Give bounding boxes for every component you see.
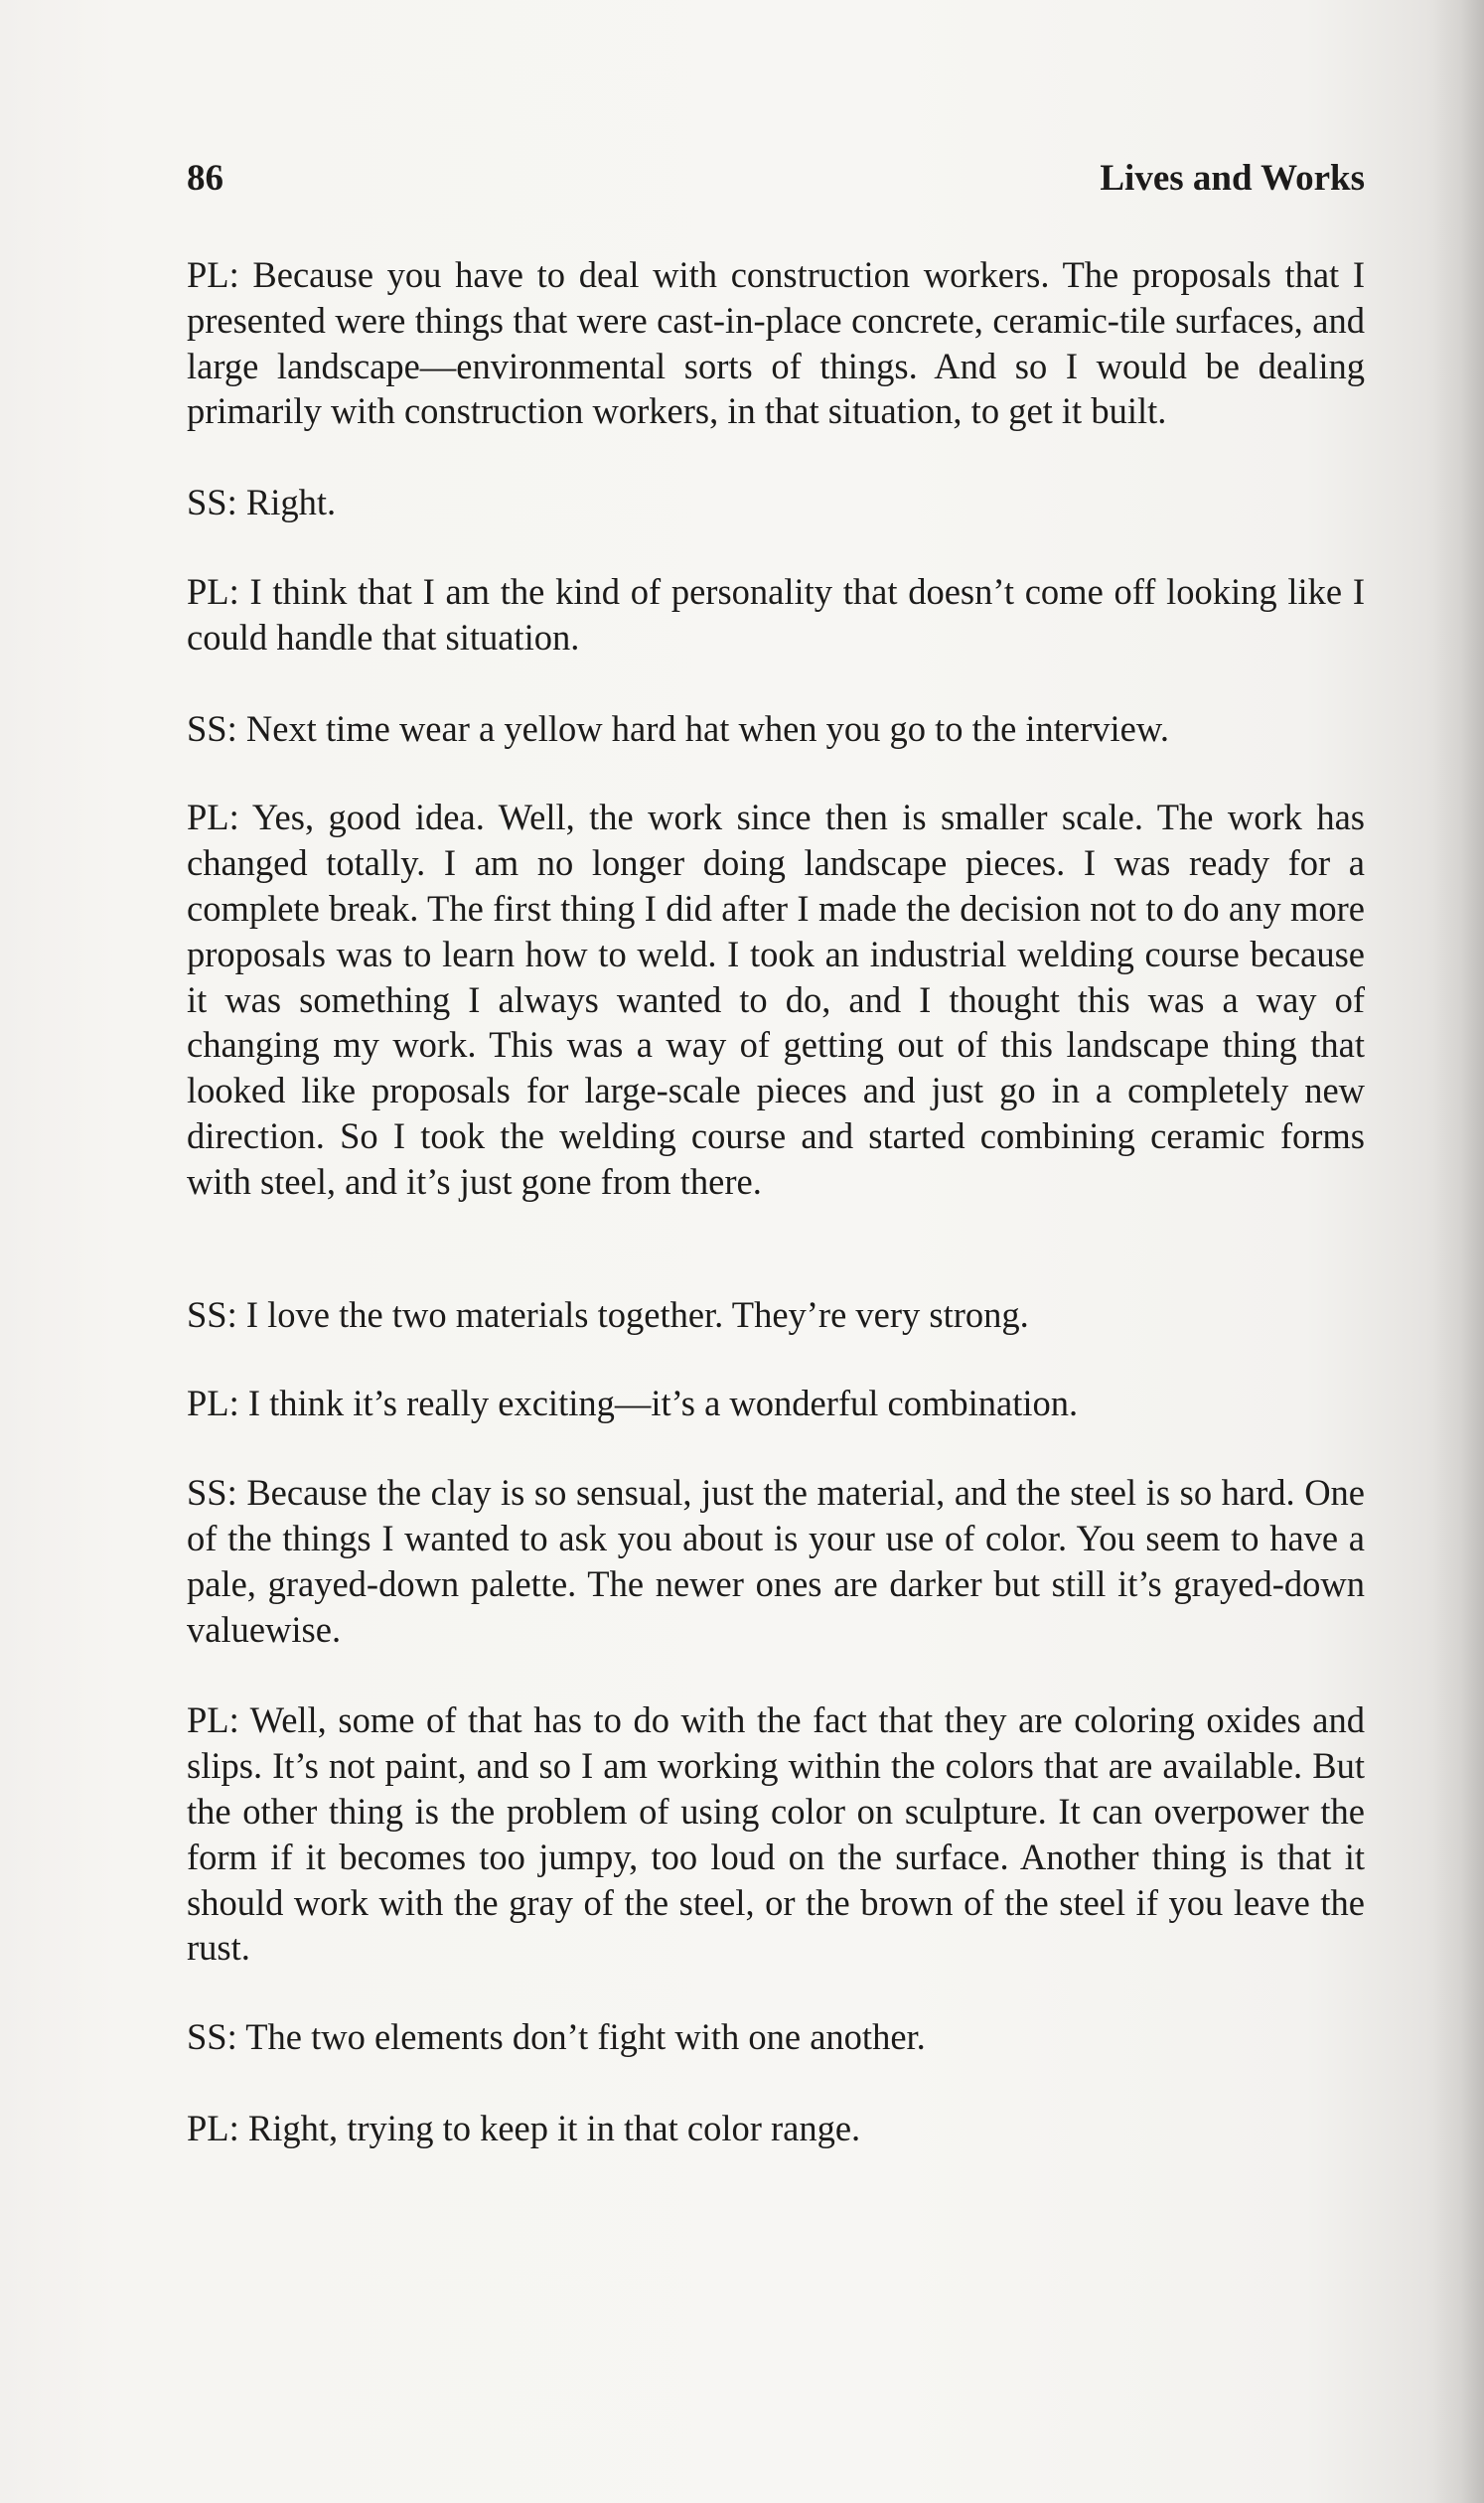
speaker-label: PL: bbox=[187, 570, 239, 612]
speaker-label: SS: bbox=[187, 2016, 237, 2058]
dialogue-paragraph bbox=[187, 2014, 1365, 2060]
dialogue-text: Because you have to deal with construction workers. The proposals that I presented were things that were cast-in-place concrete, ceramic-tile surfaces, and large landscape—environmental sorts of things. And so I would be dealing primarily with construction workers, in that situation, to get it built. bbox=[187, 254, 1366, 432]
speaker-label: PL: bbox=[187, 1699, 239, 1741]
speaker-label: SS: bbox=[187, 707, 237, 749]
dialogue-paragraph bbox=[187, 480, 1365, 525]
speaker-label: PL: bbox=[187, 254, 239, 295]
speaker-label: PL: bbox=[187, 797, 239, 838]
speaker-label: SS: bbox=[187, 1472, 237, 1514]
dialogue-paragraph bbox=[187, 706, 1365, 752]
dialogue-text: Next time wear a yellow hard hat when you go to the interview. bbox=[245, 707, 1169, 749]
dialogue-paragraph bbox=[187, 2106, 1365, 2151]
page-edge-shadow bbox=[1432, 0, 1484, 2503]
dialogue-paragraph bbox=[187, 1697, 1365, 1971]
dialogue-text: Because the clay is so sensual, just the material, and the steel is so hard. One of the things I wanted to ask you about is your use of color. You seem to have a pale, grayed-down palette. The newer ones are darker but still it’s grayed-down valuewise. bbox=[187, 1472, 1366, 1650]
speaker-label: PL: bbox=[187, 1383, 239, 1424]
speaker-label: SS: bbox=[187, 1293, 237, 1335]
dialogue-paragraph bbox=[187, 1381, 1365, 1426]
running-header bbox=[187, 155, 1365, 203]
speaker-label: SS: bbox=[187, 482, 237, 523]
dialogue-text: Yes, good idea. Well, the work since then is smaller scale. The work has changed totally. I am no longer doing landscape pieces. I was ready for a complete break. The first thing I did after I made the decision not to do any more proposals was to learn how to weld. I took an industrial welding course because it was something I always wanted to do, and I thought this was a way of changing my work. This was a way of getting out of this landscape thing that looked like proposals for large-scale pieces and just go in a completely new direction. So I took the welding course and started combining ceramic forms with steel, and it’s just gone from there. bbox=[187, 797, 1365, 1202]
interview-text bbox=[187, 252, 1365, 2197]
dialogue-text: I think it’s really exciting—it’s a wonderful combination. bbox=[247, 1383, 1079, 1424]
dialogue-paragraph bbox=[187, 1470, 1365, 1652]
dialogue-paragraph bbox=[187, 569, 1365, 661]
dialogue-text: The two elements don’t fight with one another. bbox=[245, 2016, 926, 2058]
dialogue-text: Right. bbox=[245, 482, 337, 523]
dialogue-text: I think that I am the kind of personality that doesn’t come off looking like I could handle that situation. bbox=[187, 570, 1366, 658]
dialogue-paragraph bbox=[187, 252, 1365, 434]
running-title: Lives and Works bbox=[1100, 158, 1365, 199]
page-number: 86 bbox=[187, 158, 223, 199]
dialogue-text: Well, some of that has to do with the fact that they are coloring oxides and slips. It’s not paint, and so I am working within the colors that are available. But the other thing is the problem of using color on sculpture. It can overpower the form if it becomes too jumpy, too loud on the surface. Another thing is that it should work with the gray of the steel, or the brown of the steel if you leave the rust. bbox=[187, 1699, 1366, 1969]
dialogue-text: Right, trying to keep it in that color range. bbox=[247, 2107, 861, 2148]
dialogue-paragraph bbox=[187, 1292, 1365, 1338]
dialogue-text: I love the two materials together. They’re very strong. bbox=[245, 1293, 1029, 1335]
speaker-label: PL: bbox=[187, 2107, 239, 2148]
dialogue-paragraph bbox=[187, 795, 1365, 1204]
